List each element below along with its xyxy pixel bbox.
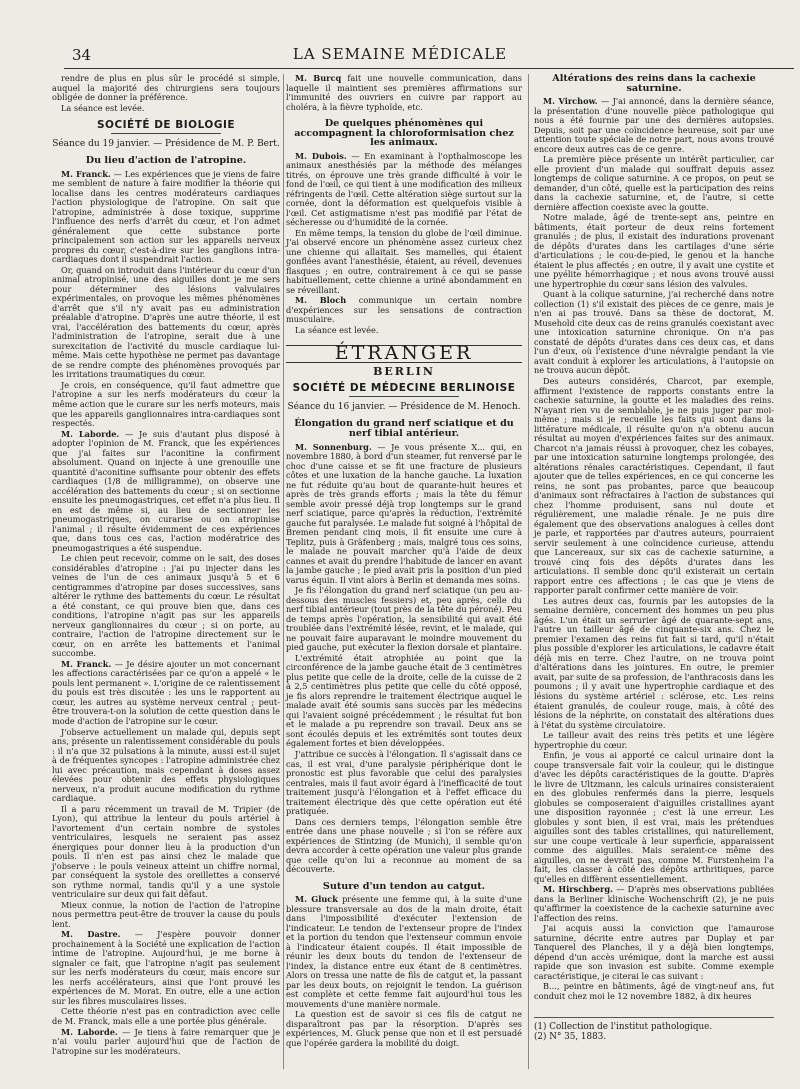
footnote: (1) Collection de l'institut pathologique. <box>534 1022 713 1032</box>
subheading: Élongation du grand nerf sciatique et du nerf tibial antérieur. <box>294 418 514 439</box>
paragraph: M. Laborde. — Je suis d'autant plus disposé à adopter l'opinion de M. Franck, que les expériences que j'ai faites sur l'aconitine la confirment absolument. Quand on injecte à une grenouille une quantité d'aconitine suffisante pour obtenir des effets cardiaques (1/8 de milligramme), on observe une accélération des battements du cœur ; si on sectionne ensuite les pneumogastriques, cet effet n'a plus lieu. Il en est de même si, au lieu de sectionner les pneumogastriques, on curarise ou on atropinise l'animal ; il résulte évidemment de ces expériences que, dans tous ces cas, l'action modératrice des pneumogastriques a été suspendue. <box>52 428 280 553</box>
paragraph: M. Dubois. — En examinant à l'opthalmoscope les animaux anesthésiés par la méthode des mélanges titrés, on éprouve une très grande difficulté à voir le fond de l'œil, ce qui tient à une modification des milieux réfringents de l'œil. Cette altération siège surtout sur la cornée, dont la déformation est quelquefois visible à l'œil. Cet astigmatisme n'est pas modifié par l'état de sécheresse ou d'humidité de la cornée. <box>286 150 522 228</box>
speaker: M. Laborde. <box>61 428 120 439</box>
paragraph: La séance est levée. <box>61 102 145 113</box>
paragraph: Enfin, je vous ai apporté ce calcul urinaire dont la coupe transversale fait voir la couleur, qui le distingue d'avec les dépôts caractéristiques de la goutte. D'après le livre de Ultzmann, les calculs urinaires consisteraient en des globules renfermés dans la pierre, lesquels globules se composeraient d'aiguilles cristallines ayant une disposition rayonnée ; c'est là une erreur. Les globules y sont bien, il est vrai, mais les prétendues aiguilles sont des tables cristallines, qui naturellement, sur une coupe verticale à leur superficie, apparaissent comme des aiguilles. Mais seraient-ce même des aiguilles, on ne devrait pas, comme M. Furstenheim l'a fait, les classer à côté des dépôts arthritiques, parce qu'elles en diffèrent essentiellement. <box>534 750 774 884</box>
paragraph: M. Gluck présente une femme qui, à la suite d'une blessure transversale au dos de la main droite, était dans l'impossibilité d'exécuter l'extension de l'indicateur. Le tendon de l'extenseur propre de l'index et la portion du tendon que l'extenseur commun envoie à l'indicateur étaient coupés. Il était impossible de réunir les deux bouts du tendon de l'extenseur de l'index, la distance entre eux étant de 8 centimètres. Alors on tressa une natte de fils de catgut et, la passant par les deux bouts, on rejoignit le tendon. La guérison est complète et cette femme fait aujourd'hui tous les mouvements d'une manière normale. <box>286 894 522 1009</box>
column-3 <box>534 74 774 1003</box>
speaker: M. Bloch <box>295 295 347 306</box>
paragraph: Dans ces derniers temps, l'élongation semble être entrée dans une phase nouvelle ; si l'on se réfère aux expériences de Stintzing (de Munich), il semble qu'on devra accorder à cette opération une valeur plus grande que celle qu'on lui a reconnue au moment de sa découverte. <box>286 816 522 875</box>
column-divider-2 <box>528 74 529 1069</box>
paragraph: La première pièce présente un intérêt particulier, car elle provient d'un malade qui souffrait depuis assez longtemps de colique saturnine. A ce propos, on peut se demander, d'un côté, quelle est la participation des reins dans la cachexie saturnine, et, de l'autre, si cette dernière affection coexiste avec la goutte. <box>534 154 774 212</box>
paragraph: Des auteurs considérés, Charcot, par exemple, affirment l'existence de rapports constants entre la cachexie saturnine, la goutte et les maladies des reins. N'ayant rien vu de semblable, je ne puis juger par moi-même ; mais si je recueille les faits qui sont dans la littérature médicale, il résulte qu'on n'a obtenu aucun résultat au moyen d'expériences faites sur des animaux. Charcot n'a jamais réussi à provoquer, chez les cobayes, par une intoxication saturnine longtemps prolongée, des altérations rénales caractéristiques. Cependant, il faut ajouter que de telles expériences, en ce qui concerne les reins, ne sont pas probantes, parce que beaucoup d'animaux sont réfractaires à l'action de substances qui chez l'homme produisent, sans nul doute et régulièrement, une maladie rénale. Je ne puis dire également que des observations analogues à celles dont je parle, et rapportées par d'autres auteurs, pourraient servir seulement à une coïncidence curieuse, attendu que Lancereaux, sur six cas de cachexie saturnine, a trouvé cinq fois des dépôts d'urates dans les articulations. Il semble donc qu'il existerait un certain rapport entre ces affections ; le cas que je viens de rapporter paraît confirmer cette manière de voir. <box>534 375 774 596</box>
subheading: Du lieu d'action de l'atropine. <box>85 155 247 167</box>
paragraph: J'ai acquis aussi la conviction que l'amaurose saturnine, décrite entre autres par Duplay et par Tanquerel des Planches, il y a déjà bien longtemps, dépend d'un accès urémique, dont la marche est aussi rapide que son invasion est subite. Comme exemple caractéristique, je citerai le cas suivant : <box>534 923 774 981</box>
paragraph: M. Dastre. — J'espère pouvoir donner prochainement à la Société une explication de l'action intime de l'atropine. Aujourd'hui, je me borne à signaler ce fait, que l'atropine n'agit pas seulement sur les nerfs modérateurs du cœur, mais encore sur les nerfs accélérateurs, ainsi que l'ont prouvé les expériences de M. Morat. En outre, elle a une action sur les fibres musculaires lisses. <box>52 929 281 1006</box>
paragraph: M. Hirschberg. — D'après mes observations publiées dans la Berliner klinische Wochenschrift (2), je ne puis qu'affirmer la coexistence de la cachexie saturnine avec l'affection des reins. <box>534 884 774 923</box>
paragraph: J'attribue ce succès à l'élongation. Il s'agissait dans ce cas, il est vrai, d'une paralysie périphérique dont le pronostic est plus favorable que celui des paralysies centrales, mais il faut avoir égard à l'inefficacité de tout traitement jusqu'à l'élongation et à l'effet efficace du traitement électrique dès que cette opération eut été pratiquée. <box>286 749 522 817</box>
speaker: M. Dubois. <box>295 150 347 161</box>
journal-title: LA SEMAINE MÉDICALE <box>292 45 508 63</box>
speaker: M. Dastre. <box>61 929 121 940</box>
paragraph: Les autres deux cas, fournis par les autopsies de la semaine dernière, concernent des hommes un peu plus âgés. L'un était un serrurier âgé de quarante-sept ans, l'autre un tailleur âgé de cinquante-six ans. Chez le premier l'examen des reins fut fait si tard, qu'il n'était plus possible d'explorer les articulations, le cadavre était déjà mis en terre. Chez l'autre, on ne trouva point d'altérations dans les jointures. En outre, le premier avait, par suite de sa profession, de l'anthracosis dans les poumons ; il y avait une hypertrophie cardiaque et des lésions du système artériel : sclérose, etc. Les reins étaient granulés, de couleur rouge, mais, à côté des lésions de la néphrite, on constatait des altérations dues à l'état du système circulatoire. <box>534 595 774 730</box>
section-heading: SOCIÉTÉ DE BIOLOGIE <box>96 119 236 132</box>
paragraph: M. Laborde. — Je tiens à faire remarquer que je n'ai voulu parler aujourd'hui que de l'action de l'atropine sur les modérateurs. <box>52 1026 280 1056</box>
speaker: M. Sonnenburg. <box>295 441 372 452</box>
paragraph: Je crois, en conséquence, qu'il faut admettre que l'atropine a sur les nerfs modérateurs du cœur la même action que le curare sur les nerfs moteurs, mais que les appareils ganglionnaires intra-cardiaques sont respectés. <box>52 379 280 429</box>
subheading: Altérations des reins dans la cachexie saturnine. <box>552 73 756 94</box>
etranger-heading: ÉTRANGER <box>286 345 522 363</box>
page-number: 34 <box>72 46 92 64</box>
meeting-info: Séance du 19 janvier. — Présidence de M. P. Bert. <box>52 138 280 149</box>
paragraph: Or, quand on introduit dans l'intérieur du cœur d'un animal atropinisé, une des aiguilles dont je me sers pour déterminer des lésions valvulaires expérimentales, on provoque les mêmes phénomènes d'arrêt que s'il n'y avait pas eu administration préalable d'atropine. D'après une autre théorie, il est vrai, l'accélération des battements du cœur, après l'administration de l'atropine, serait due à une surexcitation de l'activité du muscle cardiaque lui-même. Mais cette hypothèse ne permet pas davantage de se rendre compte des phénomènes provoqués par les irritations traumatiques du cœur. <box>52 264 280 380</box>
paragraph: M. Burcq fait une nouvelle communication, dans laquelle il maintient ses premières affirmations sur l'immunité des ouvriers en cuivre par rapport au choléra, à la fièvre typhoïde, etc. <box>286 73 523 112</box>
city-heading: BERLIN <box>373 364 435 378</box>
speaker: M. Burcq <box>295 73 342 83</box>
paragraph: M. Franck. — Je désire ajouter un mot concernant les affections caractérisées par ce qu'on a appelé « le pouls lent permanent ». L'origine de ce ralentissement du pouls est très discutée : les uns le rapportent au cœur, les autres au système nerveux central ; peut-être trouvera-t-on la solution de cette question dans le mode d'action de l'atropine sur le cœur. <box>52 658 280 726</box>
speaker: M. Virchow. <box>543 96 598 107</box>
paragraph: Cette théorie n'est pas en contradiction avec celle de M. Franck, mais elle a une portée plus générale. <box>52 1006 280 1026</box>
paragraph: M. Franck. — Les expériences que je viens de faire me semblent de nature à faire modifier la théorie qui localise dans les centres modérateurs cardiaques l'action physiologique de l'atropine. On sait que l'atropine, administrée à dose toxique, supprime l'influence des nerfs d'arrêt du cœur, et l'on admet généralement que cette substance porte principalement son action sur les appareils nerveux propres du cœur, c'est-à-dire sur les ganglions intra-cardiaques dont il suspendrait l'action. <box>52 168 281 265</box>
speaker: M. Laborde. <box>61 1026 118 1037</box>
subheading: Suture d'un tendon au catgut. <box>322 880 486 892</box>
paragraph: rendre de plus en plus sûr le procédé si simple, auquel la majorité des chirurgiens sera toujours obligée de donner la préférence. <box>52 73 280 103</box>
paragraph: Il a paru récemment un travail de M. Tripier (de Lyon), qui attribue la lenteur du pouls artériel à l'avortement d'un certain nombre de systoles ventriculaires, lesquels ne seraient pas assez énergiques pour donner lieu à la production d'un pouls. Il n'en est pas ainsi chez le malade que j'observe : le pouls veineux atteint un chiffre normal, par conséquent la systole des oreillettes a conservé son rythme normal, tandis qu'il y a une systole ventriculaire sur deux qui fait défaut. <box>52 803 280 900</box>
footnote: (2) N° 35, 1883. <box>534 1032 607 1042</box>
subheading: De quelques phénomènes qui accompagnent la chloroformisation chez les animaux. <box>294 118 514 149</box>
speaker: M. Franck. <box>61 658 112 669</box>
paragraph: J'observe actuellement un malade qui, depuis sept ans, présente un ralentissement considérable du pouls : il n'a que 32 pulsations à la minute, aussi est-il sujet à de fréquentes syncopes : l'atropine administrée chez lui avec précaution, mais cependant à doses assez élevées pour obtenir des effets physiologiques nerveux, n'a produit aucune modification du rythme cardiaque. <box>52 726 280 804</box>
paragraph: Mieux connue, la notion de l'action de l'atropine nous permettra peut-être de trouver la cause du pouls lent. <box>52 899 280 929</box>
paragraph: Quant à la colique saturnine, j'ai recherché dans notre collection (1) s'il existait des pièces de ce genre, mais je n'en ai pas trouvé. Dans sa thèse de doctorat, M. Musehold cite deux cas de reins granulés coexistant avec une intoxication saturnine chronique. On n'a pas constaté de dépôts d'urates dans ces deux cas, et dans l'un d'eux, où l'existence d'une névralgie pendant la vie avait conduit à explorer les articulations, à l'autopsie on ne trouva aucun dépôt. <box>534 289 774 376</box>
column-2 <box>286 74 522 1049</box>
section-rule <box>349 396 459 397</box>
paragraph: La question est de savoir si ces fils de catgut ne disparaîtront pas par la résorption. D'après ses expériences, M. Gluck pense que non et il est persuadé que l'opérée gardera la mobilité du doigt. <box>286 1009 522 1048</box>
paragraph: La séance est levée. <box>295 324 379 335</box>
section-heading: SOCIÉTÉ DE MÉDECINE BERLINOISE <box>292 382 516 395</box>
paragraph: B..., peintre en bâtiments, âgé de vingt-neuf ans, fut conduit chez moi le 12 novembre 1882, à dix heures <box>534 981 774 1001</box>
paragraph: M. Virchow. — J'ai annoncé, dans la dernière séance, la présentation d'une nouvelle pièce pathologique qui nous a été fournie par une des dernières autopsies. Depuis, soit par une coïncidence heureuse, soit par une attention toute spéciale de notre part, nous avons trouvé encore deux autres cas de ce genre. <box>534 96 775 154</box>
paragraph: En même temps, la tension du globe de l'œil diminue. J'ai observé encore un phénomène assez curieux chez une chienne qui allaitait. Ses mamelles, qui étaient gonflées avant l'anesthésie, étaient, au réveil, devenues flasques ; en outre, contrairement à ce qui se passe habituellement, cette chienne a uriné abondamment en se réveillant. <box>286 227 522 295</box>
paragraph: L'extrémité était atrophiée au point que la circonférence de la jambe gauche était de 3 centimètres plus petite que celle de la droite, celle de la cuisse de 2 à 2,5 centimètres plus petite que celle du côté opposé, je fis alors reprendre le traitement électrique auquel le malade avait été soumis sans succès par les médecins qui l'avaient soigné précédemment ; le résultat fut bon et le malade a pu reprendre son travail. Deux ans se sont écoulés depuis et les extrémités sont toutes deux également fortes et bien développées. <box>286 652 522 749</box>
paragraph: Notre malade, âgé de trente-sept ans, peintre en bâtiments, était porteur de deux reins fortement granulés ; de plus, il existait des indurations provenant de dépôts d'urates dans les cartilages d'une série d'articulations ; le cou-de-pied, le genou et la hanche étaient le plus affectés ; en outre, il y avait une cystite et une pyélite hémorrhagique ; et nous avons trouvé aussi une hypertrophie du cœur sans lésion des valvules. <box>534 212 774 289</box>
column-1 <box>52 74 280 1057</box>
header-rule <box>64 68 794 69</box>
section-rule <box>111 133 221 134</box>
paragraph: Le tailleur avait des reins très petits et une légère hypertrophie du cœur. <box>534 730 774 750</box>
footnotes <box>534 1017 774 1042</box>
meeting-info: Séance du 16 janvier. — Présidence de M. Henoch. <box>287 401 521 412</box>
speaker: M. Gluck <box>295 894 338 905</box>
speaker: M. Hirschberg. <box>543 884 613 895</box>
paragraph: M. Bloch communique un certain nombre d'expériences sur les sensations de contraction musculaire. <box>286 295 522 325</box>
paragraph: Le chien peut recevoir, comme on le sait, des doses considérables d'atropine : j'ai pu injecter dans les veines de l'un de ces animaux jusqu'à 5 et 6 centigrammes d'atropine par doses successives, sans altérer le rythme des battements du cœur. Le résultat a été constant, ce qui prouve bien que, dans ces conditions, l'atropine n'agit pas sur les appareils nerveux ganglionnaires du cœur ; si on porte, au contraire, l'action de l'atropine directement sur le cœur, on en arrête les battements et l'animal succombe. <box>52 553 280 659</box>
paragraph: M. Sonnenburg. — Je vous présente X... qui, en novembre 1880, à bord d'un steamer, fut renversé par le choc d'une caisse et se fit une fracture de plusieurs côtes et une luxation de la hanche gauche. La luxation ne fut réduite qu'au bout de quarante-huit heures et après de très grands efforts ; mais la tête du fémur semble avoir pressé déjà trop longtemps sur le grand nerf sciatique, parce qu'après la réduction, l'extrémité gauche fut paralysée. Le malade fut soigné à l'hôpital de Bremen pendant cinq mois, il fit ensuite une cure à Teplitz, puis à Gräfenberg ; mais, malgré tous ces soins, le malade ne pouvait marcher qu'à l'aide de deux cannes et avait du prendre l'habitude de lancer en avant la jambe gauche ; le pied avait pris la position d'un pied varus équin. Il vint alors à Berlin et demanda mes soins. <box>286 441 522 585</box>
column-divider-1 <box>283 74 284 1069</box>
speaker: M. Franck. <box>61 168 111 179</box>
paragraph: Je fis l'élongation du grand nerf sciatique (un peu au-dessous des muscles fessiers) et, peu après, celle du nerf tibial antérieur (tout près de la tête du péroné). Peu de temps après l'opération, la sensibilité qui avait été troublée dans l'extrémité lésée, revint, et le malade, qui ne pouvait faire auparavant le moindre mouvement du pied gauche, put exécuter la flexion dorsale et plantaire. <box>286 585 522 653</box>
page-header <box>0 38 800 68</box>
